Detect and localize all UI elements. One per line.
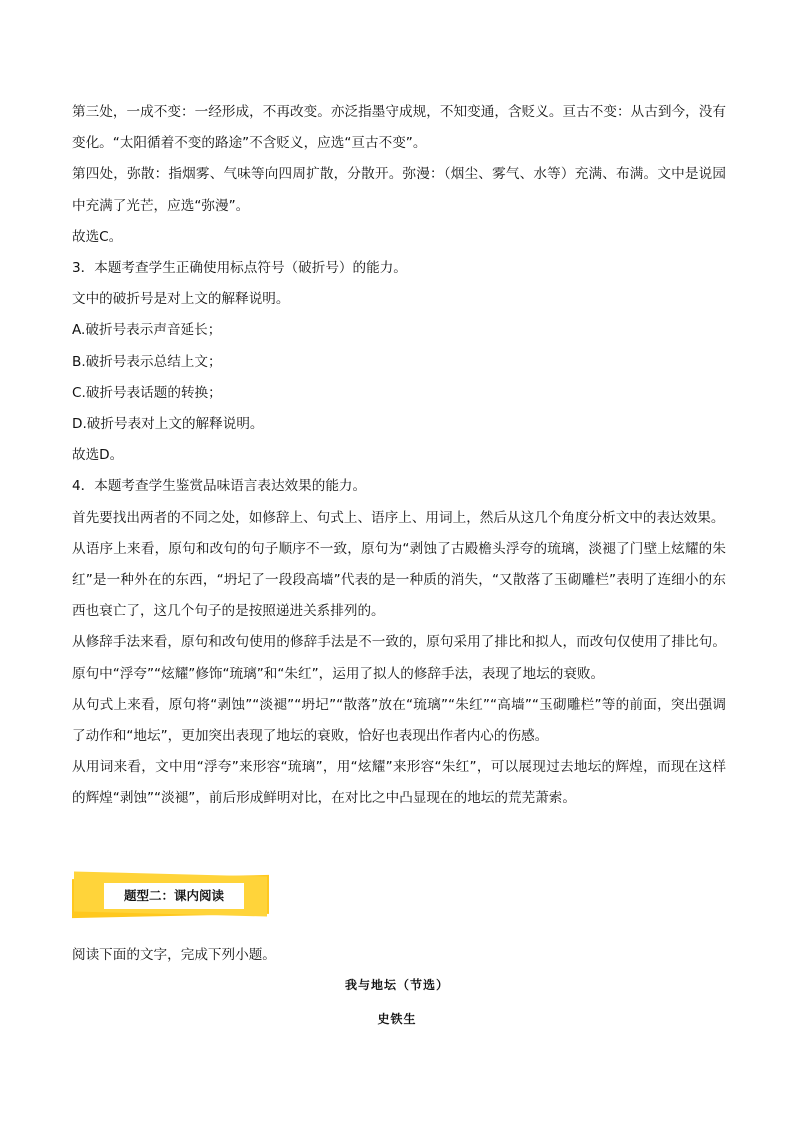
paragraph: 3．本题考查学生正确使用标点符号（破折号）的能力。 — [72, 260, 407, 277]
paragraph: 故选C。 — [72, 228, 123, 245]
option-a: A.破折号表示声音延长； — [72, 322, 222, 339]
paragraph: 故选D。 — [72, 447, 124, 464]
paragraph: 第三处，一成不变：一经形成，不再改变。亦泛指墨守成规，不知变通，含贬义。亘古不变：从古到今，没有变化。“太阳循着不变的路途”不含贬义，应选“亘古不变”。 — [72, 104, 726, 152]
paragraph: 从修辞手法来看，原句和改句使用的修辞手法是不一致的，原句采用了排比和拟人，而改句仅使用了排比句。原句中“浮夸”“炫耀”修饰“琉璃”和“朱红”，运用了拟人的修辞手法，表现了地坛的衰败。 — [72, 634, 726, 682]
option-c: C.破折号表话题的转换； — [72, 384, 222, 401]
paragraph: 从语序上来看，原句和改句的句子顺序不一致，原句为“剥蚀了古殿檐头浮夸的琉璃，淡褪了门壁上炫耀的朱红”是一种外在的东西，“坍圮了一段段高墙”代表的是一种质的消失，“又散落了玉砌雕栏”表明了连细小的东西也衰亡了，这几个句子的是按照递进关系排列的。 — [72, 540, 726, 620]
section-header — [72, 871, 269, 921]
paragraph: 首先要找出两者的不同之处，如修辞上、句式上、语序上、用词上，然后从这几个角度分析文中的表达效果。 — [72, 509, 725, 526]
article-author: 史铁生 — [377, 1012, 417, 1026]
paragraph: 从用词来看，文中用“浮夸”来形容“琉璃”，用“炫耀”来形容“朱红”，可以展现过去地坛的辉煌，而现在这样的辉煌“剥蚀”“淡褪”，前后形成鲜明对比，在对比之中凸显现在的地坛的荒芜萧索。 — [72, 759, 726, 807]
section-header-label: 题型二：课内阅读 — [104, 883, 244, 909]
paragraph: 文中的破折号是对上文的解释说明。 — [72, 291, 290, 308]
answer-explanation — [72, 97, 726, 815]
paragraph: 4．本题考查学生鉴赏品味语言表达效果的能力。 — [72, 478, 367, 495]
instruction-text: 阅读下面的文字，完成下列小题。 — [72, 947, 276, 963]
article-title: 我与地坛（节选） — [344, 978, 449, 992]
option-b: B.破折号表示总结上文； — [72, 353, 222, 370]
paragraph: 从句式上来看，原句将“剥蚀”“淡褪”“坍圮”“散落”放在“琉璃”“朱红”“高墙”“玉砌雕栏”等的前面，突出强调了动作和“地坛”，更加突出表现了地坛的衰败，恰好也表现出作者内心的伤感。 — [72, 696, 726, 745]
paragraph: 第四处，弥散：指烟雾、气味等向四周扩散，分散开。弥漫：（烟尘、雾气、水等）充满、布满。文中是说园中充满了光芒，应选“弥漫”。 — [72, 166, 726, 214]
option-d: D.破折号表对上文的解释说明。 — [72, 416, 264, 433]
